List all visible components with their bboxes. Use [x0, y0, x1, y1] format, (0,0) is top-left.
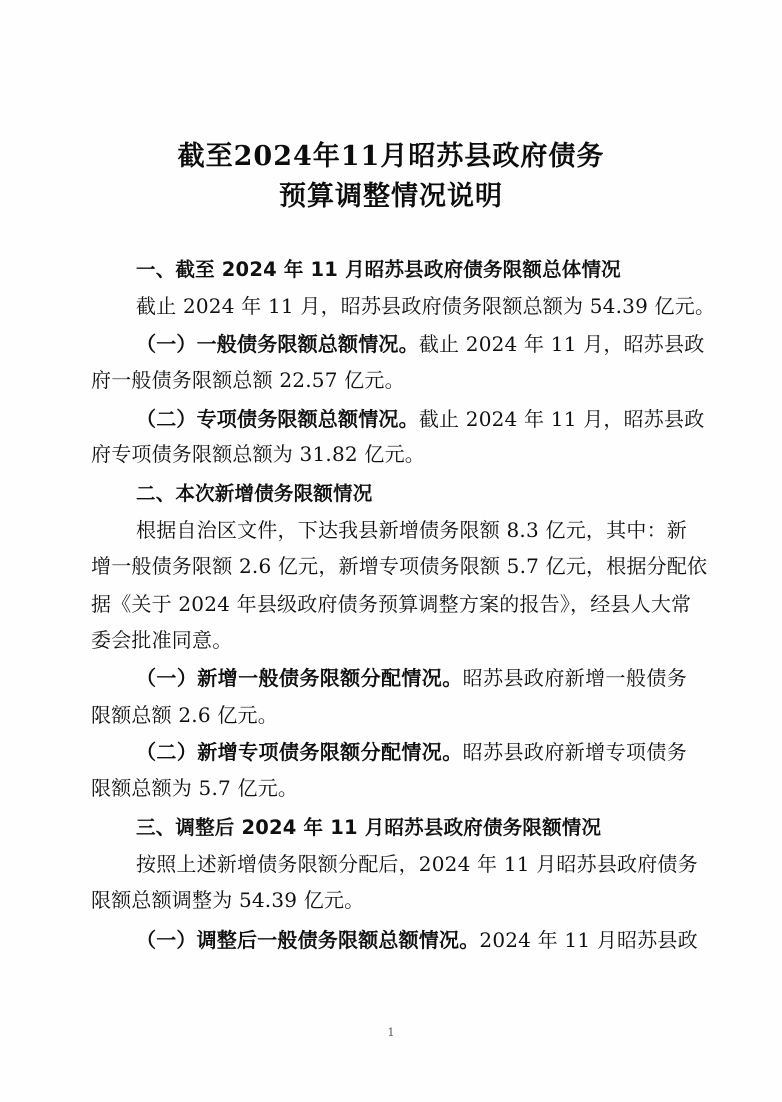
- section-2-sub-1: [136, 664, 687, 692]
- section-3-paragraph-line-1: 按照上述新增债务限额分配后，2024 年 11 月昭苏县政府债务: [136, 852, 698, 876]
- section-2-sub-2-heading: （二）新增专项债务限额分配情况。: [136, 740, 463, 764]
- section-2-paragraph-line-3: 据《关于 2024 年县级政府债务预算调整方案的报告》，经县人大常: [91, 592, 692, 616]
- section-3-heading: 三、调整后 2024 年 11 月昭苏县政府债务限额情况: [136, 816, 602, 839]
- section-2-sub-2: [136, 738, 687, 766]
- section-2-sub-1-continued: 限额总额 2.6 亿元。: [91, 703, 278, 727]
- section-1-paragraph: 截止 2024 年 11 月，昭苏县政府债务限额总额为 54.39 亿元。: [136, 294, 716, 318]
- section-1-sub-1-heading: （一）一般债务限额总额情况。: [136, 332, 419, 356]
- section-2-sub-1-heading: （一）新增一般债务限额分配情况。: [136, 666, 463, 690]
- section-2-heading: 二、本次新增债务限额情况: [136, 482, 373, 505]
- document-title-line-1: 截至2024年11月昭苏县政府债务: [177, 141, 605, 172]
- page-number: 1: [387, 1026, 395, 1039]
- section-1-sub-1-text: 截止 2024 年 11 月，昭苏县政: [418, 332, 705, 356]
- section-2-sub-1-text: 昭苏县政府新增一般债务: [462, 666, 688, 690]
- section-1-sub-1-continued: 府一般债务限额总额 22.57 亿元。: [91, 368, 405, 392]
- section-1-sub-2-continued: 府专项债务限额总额为 31.82 亿元。: [91, 442, 425, 466]
- section-1-sub-1: [136, 330, 705, 358]
- section-2-paragraph-line-2: 增一般债务限额 2.6 亿元，新增专项债务限额 5.7 亿元，根据分配依: [91, 554, 708, 578]
- section-3-paragraph-line-2: 限额总额调整为 54.39 亿元。: [91, 888, 365, 912]
- section-2-sub-2-text: 昭苏县政府新增专项债务: [462, 740, 688, 764]
- section-2-paragraph-line-1: 根据自治区文件，下达我县新增债务限额 8.3 亿元，其中：新: [136, 518, 687, 542]
- document-title-line-2: 预算调整情况说明: [279, 181, 503, 212]
- section-1-heading: 一、截至 2024 年 11 月昭苏县政府债务限额总体情况: [136, 258, 621, 281]
- section-1-sub-2: [136, 405, 705, 433]
- section-3-sub-1: [136, 926, 698, 954]
- section-3-sub-1-text: 2024 年 11 月昭苏县政: [479, 928, 698, 952]
- section-1-sub-2-heading: （二）专项债务限额总额情况。: [136, 407, 419, 431]
- section-3-sub-1-heading: （一）调整后一般债务限额总额情况。: [136, 928, 480, 952]
- section-1-sub-2-text: 截止 2024 年 11 月，昭苏县政: [418, 407, 705, 431]
- section-2-sub-2-continued: 限额总额为 5.7 亿元。: [91, 776, 299, 800]
- section-2-paragraph-line-4: 委会批准同意。: [91, 628, 233, 652]
